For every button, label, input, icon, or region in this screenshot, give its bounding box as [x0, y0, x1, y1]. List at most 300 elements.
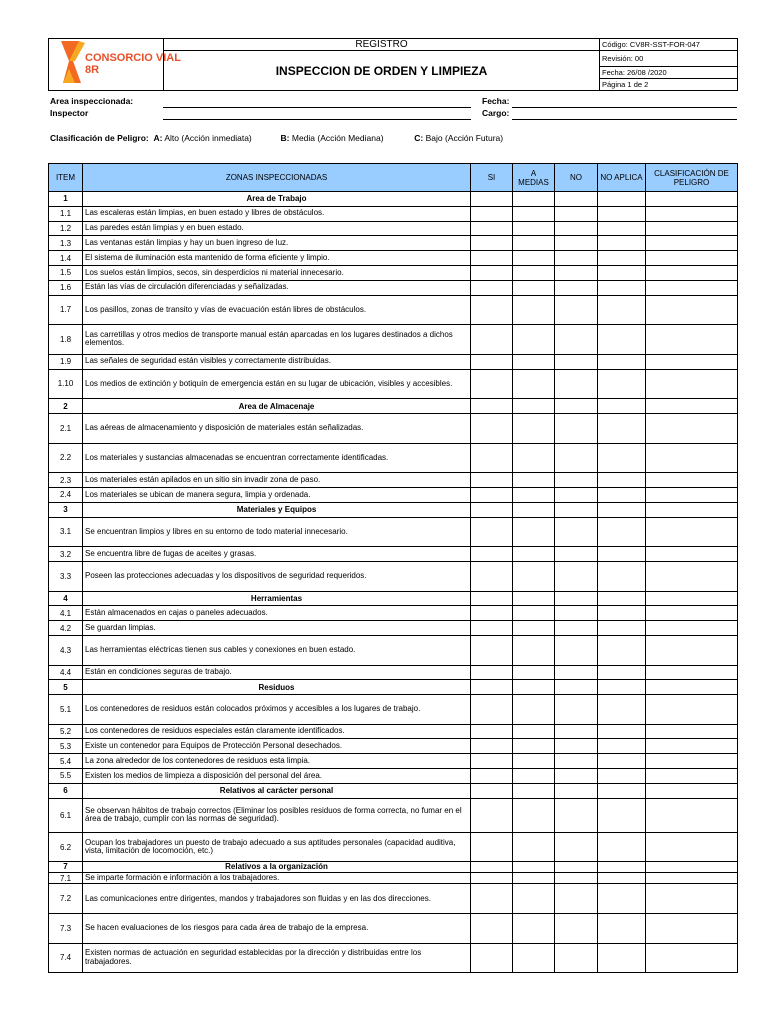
- item-number: 1.6: [49, 280, 83, 295]
- si-cell[interactable]: [471, 769, 513, 784]
- item-description: Existen los medios de limpieza a disposición del personal del área.: [83, 769, 471, 784]
- item-number: 4.1: [49, 606, 83, 621]
- si-cell[interactable]: [471, 325, 513, 355]
- item-number: 6.1: [49, 798, 83, 832]
- clasificacion-cell[interactable]: [646, 872, 738, 884]
- a-medias-cell[interactable]: [513, 884, 555, 914]
- no-cell[interactable]: [555, 443, 598, 473]
- no-cell[interactable]: [555, 236, 598, 251]
- no-aplica-cell[interactable]: [598, 884, 646, 914]
- si-cell[interactable]: [471, 635, 513, 665]
- item-number: 1.4: [49, 251, 83, 266]
- si-cell[interactable]: [471, 798, 513, 832]
- clasificacion-cell: [646, 862, 738, 872]
- si-cell[interactable]: [471, 739, 513, 754]
- si-cell[interactable]: [471, 561, 513, 591]
- table-row: [49, 354, 738, 369]
- table-row: [49, 443, 738, 473]
- item-number: 7.3: [49, 914, 83, 944]
- clasificacion-cell[interactable]: [646, 325, 738, 355]
- table-row: [49, 265, 738, 280]
- classification-label: Clasificación de Peligro:: [50, 133, 149, 143]
- table-row: [49, 695, 738, 725]
- no-cell: [555, 783, 598, 798]
- no-aplica-cell[interactable]: [598, 635, 646, 665]
- no-aplica-cell[interactable]: [598, 832, 646, 862]
- no-aplica-cell[interactable]: [598, 754, 646, 769]
- col-header-no: NO: [555, 164, 598, 192]
- item-description: Las comunicaciones entre dirigentes, mandos y trabajadores son fluidas y en las dos direcciones.: [83, 884, 471, 914]
- no-aplica-cell[interactable]: [598, 739, 646, 754]
- a-medias-cell: [513, 783, 555, 798]
- a-medias-cell[interactable]: [513, 547, 555, 562]
- si-cell: [471, 680, 513, 695]
- no-cell[interactable]: [555, 943, 598, 973]
- item-number: 2.2: [49, 443, 83, 473]
- item-description: Los materiales se ubican de manera segura, limpia y ordenada.: [83, 487, 471, 502]
- a-medias-cell[interactable]: [513, 665, 555, 680]
- no-aplica-cell[interactable]: [598, 769, 646, 784]
- item-description: Las escaleras están limpias, en buen estado y libres de obstáculos.: [83, 206, 471, 221]
- item-number: 1: [49, 192, 83, 207]
- logo-text-line2: 8R: [85, 64, 100, 76]
- a-medias-cell[interactable]: [513, 487, 555, 502]
- no-cell[interactable]: [555, 221, 598, 236]
- section-title: Residuos: [83, 680, 471, 695]
- item-number: 1.5: [49, 265, 83, 280]
- no-aplica-cell[interactable]: [598, 547, 646, 562]
- a-medias-cell[interactable]: [513, 943, 555, 973]
- item-number: 2: [49, 399, 83, 414]
- revision-text: Revisión: 00: [600, 51, 738, 67]
- clasificacion-cell[interactable]: [646, 265, 738, 280]
- item-number: 1.8: [49, 325, 83, 355]
- si-cell[interactable]: [471, 443, 513, 473]
- item-description: Los pasillos, zonas de transito y vías de evacuación están libres de obstáculos.: [83, 295, 471, 325]
- si-cell[interactable]: [471, 832, 513, 862]
- class-c-key: C:: [414, 133, 424, 143]
- a-medias-cell[interactable]: [513, 798, 555, 832]
- no-cell[interactable]: [555, 724, 598, 739]
- table-row: [49, 206, 738, 221]
- si-cell[interactable]: [471, 943, 513, 973]
- consorcio-logo-icon: [49, 39, 181, 85]
- clasificacion-cell[interactable]: [646, 914, 738, 944]
- no-aplica-cell[interactable]: [598, 221, 646, 236]
- a-medias-cell[interactable]: [513, 206, 555, 221]
- no-cell[interactable]: [555, 251, 598, 266]
- no-cell: [555, 399, 598, 414]
- item-number: 7.1: [49, 872, 83, 884]
- a-medias-cell[interactable]: [513, 621, 555, 636]
- no-aplica-cell[interactable]: [598, 943, 646, 973]
- clasificacion-cell[interactable]: [646, 724, 738, 739]
- clasificacion-cell[interactable]: [646, 943, 738, 973]
- no-cell[interactable]: [555, 832, 598, 862]
- inspector-field[interactable]: [163, 119, 471, 120]
- clasificacion-cell[interactable]: [646, 369, 738, 399]
- si-cell[interactable]: [471, 369, 513, 399]
- clasificacion-cell[interactable]: [646, 547, 738, 562]
- table-row: [49, 251, 738, 266]
- area-field[interactable]: [163, 107, 471, 108]
- si-cell[interactable]: [471, 413, 513, 443]
- no-aplica-cell: [598, 680, 646, 695]
- no-aplica-cell[interactable]: [598, 354, 646, 369]
- a-medias-cell[interactable]: [513, 724, 555, 739]
- item-number: 3.3: [49, 561, 83, 591]
- si-cell[interactable]: [471, 914, 513, 944]
- item-number: 1.10: [49, 369, 83, 399]
- a-medias-cell: [513, 502, 555, 517]
- item-number: 7.4: [49, 943, 83, 973]
- a-medias-cell[interactable]: [513, 265, 555, 280]
- table-header-row: [49, 164, 738, 192]
- no-aplica-cell: [598, 192, 646, 207]
- no-aplica-cell[interactable]: [598, 473, 646, 488]
- no-aplica-cell[interactable]: [598, 325, 646, 355]
- clasificacion-cell[interactable]: [646, 487, 738, 502]
- item-description: Poseen las protecciones adecuadas y los dispositivos de seguridad requeridos.: [83, 561, 471, 591]
- section-row: [49, 862, 738, 872]
- section-title: Materiales y Equipos: [83, 502, 471, 517]
- no-cell[interactable]: [555, 487, 598, 502]
- no-aplica-cell: [598, 591, 646, 606]
- no-cell[interactable]: [555, 635, 598, 665]
- item-number: 2.4: [49, 487, 83, 502]
- no-aplica-cell[interactable]: [598, 295, 646, 325]
- no-cell[interactable]: [555, 280, 598, 295]
- item-number: 3: [49, 502, 83, 517]
- a-medias-cell: [513, 862, 555, 872]
- clasificacion-cell[interactable]: [646, 606, 738, 621]
- si-cell[interactable]: [471, 251, 513, 266]
- table-row: [49, 943, 738, 973]
- cargo-field[interactable]: [512, 119, 737, 120]
- clasificacion-cell[interactable]: [646, 517, 738, 547]
- table-row: [49, 295, 738, 325]
- clasificacion-cell[interactable]: [646, 221, 738, 236]
- si-cell[interactable]: [471, 884, 513, 914]
- table-row: [49, 621, 738, 636]
- fecha-doc-text: Fecha: 26/08 /2020: [600, 67, 738, 79]
- table-row: [49, 413, 738, 443]
- area-label: Area inspeccionada:: [50, 96, 134, 106]
- col-header-si: SI: [471, 164, 513, 192]
- col-header-item: ITEM: [49, 164, 83, 192]
- no-cell[interactable]: [555, 413, 598, 443]
- item-description: Los medios de extinción y botiquín de emergencia están en su lugar de ubicación, visibles y accesibles.: [83, 369, 471, 399]
- si-cell[interactable]: [471, 487, 513, 502]
- si-cell[interactable]: [471, 280, 513, 295]
- no-cell[interactable]: [555, 884, 598, 914]
- si-cell: [471, 399, 513, 414]
- clasificacion-cell[interactable]: [646, 754, 738, 769]
- si-cell[interactable]: [471, 665, 513, 680]
- item-description: Están en condiciones seguras de trabajo.: [83, 665, 471, 680]
- no-cell[interactable]: [555, 354, 598, 369]
- no-cell[interactable]: [555, 769, 598, 784]
- item-description: Ocupan los trabajadores un puesto de trabajo adecuado a sus aptitudes personales (capacidad auditiva, vista, limitación de locomoción, etc.): [83, 832, 471, 862]
- item-number: 7.2: [49, 884, 83, 914]
- no-aplica-cell[interactable]: [598, 695, 646, 725]
- no-aplica-cell[interactable]: [598, 265, 646, 280]
- item-description: Existen normas de actuación en seguridad establecidas por la dirección y distribuidas entre los trabajadores.: [83, 943, 471, 973]
- no-aplica-cell[interactable]: [598, 369, 646, 399]
- no-aplica-cell[interactable]: [598, 251, 646, 266]
- item-description: Se hacen evaluaciones de los riesgos para cada área de trabajo de la empresa.: [83, 914, 471, 944]
- a-medias-cell[interactable]: [513, 413, 555, 443]
- clasificacion-cell[interactable]: [646, 236, 738, 251]
- a-medias-cell: [513, 192, 555, 207]
- no-aplica-cell[interactable]: [598, 724, 646, 739]
- no-cell[interactable]: [555, 695, 598, 725]
- a-medias-cell[interactable]: [513, 832, 555, 862]
- clasificacion-cell[interactable]: [646, 665, 738, 680]
- table-row: [49, 635, 738, 665]
- no-cell[interactable]: [555, 621, 598, 636]
- inspector-label: Inspector: [50, 108, 89, 118]
- item-number: 2.1: [49, 413, 83, 443]
- item-description: Se encuentran limpios y libres en su entorno de todo material innecesario.: [83, 517, 471, 547]
- clasificacion-cell[interactable]: [646, 621, 738, 636]
- item-description: Las paredes están limpias y en buen estado.: [83, 221, 471, 236]
- no-aplica-cell: [598, 502, 646, 517]
- no-cell[interactable]: [555, 665, 598, 680]
- no-aplica-cell[interactable]: [598, 413, 646, 443]
- no-aplica-cell: [598, 399, 646, 414]
- a-medias-cell[interactable]: [513, 561, 555, 591]
- si-cell: [471, 591, 513, 606]
- table-row: [49, 754, 738, 769]
- no-cell[interactable]: [555, 606, 598, 621]
- item-description: Se observan hábitos de trabajo correctos (Eliminar los posibles residuos de forma correcta, no fumar en el área de trabajo, cumplir con las normas de seguridad).: [83, 798, 471, 832]
- clasificacion-cell[interactable]: [646, 251, 738, 266]
- no-cell[interactable]: [555, 206, 598, 221]
- a-medias-cell[interactable]: [513, 517, 555, 547]
- table-row: [49, 724, 738, 739]
- clasificacion-cell[interactable]: [646, 295, 738, 325]
- item-description: Se encuentra libre de fugas de aceites y grasas.: [83, 547, 471, 562]
- si-cell[interactable]: [471, 872, 513, 884]
- a-medias-cell[interactable]: [513, 295, 555, 325]
- si-cell[interactable]: [471, 621, 513, 636]
- clasificacion-cell[interactable]: [646, 798, 738, 832]
- no-cell[interactable]: [555, 561, 598, 591]
- no-aplica-cell[interactable]: [598, 561, 646, 591]
- a-medias-cell[interactable]: [513, 606, 555, 621]
- no-aplica-cell[interactable]: [598, 280, 646, 295]
- item-description: Se imparte formación e información a los trabajadores.: [83, 872, 471, 884]
- a-medias-cell[interactable]: [513, 769, 555, 784]
- item-description: El sistema de iluminación esta mantenido de forma eficiente y limpio.: [83, 251, 471, 266]
- si-cell[interactable]: [471, 606, 513, 621]
- si-cell[interactable]: [471, 517, 513, 547]
- item-number: 1.9: [49, 354, 83, 369]
- item-number: 5.2: [49, 724, 83, 739]
- clasificacion-cell[interactable]: [646, 695, 738, 725]
- clasificacion-cell[interactable]: [646, 206, 738, 221]
- si-cell[interactable]: [471, 473, 513, 488]
- table-row: [49, 832, 738, 862]
- no-aplica-cell: [598, 783, 646, 798]
- clasificacion-cell: [646, 783, 738, 798]
- item-description: Se guardan limpias.: [83, 621, 471, 636]
- clasificacion-cell: [646, 502, 738, 517]
- clasificacion-cell[interactable]: [646, 769, 738, 784]
- a-medias-cell[interactable]: [513, 914, 555, 944]
- table-row: [49, 369, 738, 399]
- no-aplica-cell[interactable]: [598, 606, 646, 621]
- a-medias-cell[interactable]: [513, 754, 555, 769]
- no-cell[interactable]: [555, 914, 598, 944]
- clasificacion-cell[interactable]: [646, 739, 738, 754]
- table-row: [49, 280, 738, 295]
- no-cell[interactable]: [555, 754, 598, 769]
- no-aplica-cell[interactable]: [598, 914, 646, 944]
- class-c-text: Bajo (Acción Futura): [425, 133, 504, 143]
- no-cell[interactable]: [555, 265, 598, 280]
- si-cell[interactable]: [471, 354, 513, 369]
- item-description: La zona alrededor de los contenedores de residuos esta limpia.: [83, 754, 471, 769]
- si-cell[interactable]: [471, 265, 513, 280]
- clasificacion-cell: [646, 680, 738, 695]
- no-cell[interactable]: [555, 517, 598, 547]
- a-medias-cell[interactable]: [513, 695, 555, 725]
- item-number: 1.7: [49, 295, 83, 325]
- si-cell[interactable]: [471, 724, 513, 739]
- no-cell: [555, 502, 598, 517]
- no-cell[interactable]: [555, 473, 598, 488]
- section-row: [49, 783, 738, 798]
- clasificacion-cell[interactable]: [646, 443, 738, 473]
- a-medias-cell[interactable]: [513, 443, 555, 473]
- no-aplica-cell[interactable]: [598, 621, 646, 636]
- section-title: Relativos a la organización: [83, 862, 471, 872]
- item-number: 3.1: [49, 517, 83, 547]
- no-cell[interactable]: [555, 872, 598, 884]
- si-cell: [471, 783, 513, 798]
- no-aplica-cell: [598, 862, 646, 872]
- class-b-key: B:: [280, 133, 290, 143]
- si-cell[interactable]: [471, 695, 513, 725]
- cargo-label: Cargo:: [482, 108, 510, 118]
- no-cell[interactable]: [555, 798, 598, 832]
- table-row: [49, 487, 738, 502]
- item-number: 3.2: [49, 547, 83, 562]
- item-number: 5.4: [49, 754, 83, 769]
- item-description: Las señales de seguridad están visibles y correctamente distribuidas.: [83, 354, 471, 369]
- no-aplica-cell[interactable]: [598, 236, 646, 251]
- codigo-text: Código: CV8R-SST-FOR-047: [600, 39, 738, 51]
- clasificacion-cell[interactable]: [646, 473, 738, 488]
- section-row: [49, 192, 738, 207]
- a-medias-cell[interactable]: [513, 236, 555, 251]
- no-aplica-cell[interactable]: [598, 665, 646, 680]
- no-aplica-cell[interactable]: [598, 206, 646, 221]
- table-row: [49, 884, 738, 914]
- col-header-zonas: ZONAS INSPECCIONADAS: [83, 164, 471, 192]
- company-logo: [49, 39, 181, 91]
- clasificacion-cell[interactable]: [646, 635, 738, 665]
- no-aplica-cell[interactable]: [598, 443, 646, 473]
- fecha-label: Fecha:: [482, 96, 510, 106]
- no-aplica-cell[interactable]: [598, 517, 646, 547]
- no-aplica-cell[interactable]: [598, 487, 646, 502]
- col-header-clasificacion: CLASIFICACIÓN DE PELIGRO: [646, 164, 738, 192]
- document-header: [48, 38, 738, 91]
- clasificacion-cell[interactable]: [646, 280, 738, 295]
- item-description: Los materiales y sustancias almacenadas se encuentran correctamente identificadas.: [83, 443, 471, 473]
- a-medias-cell[interactable]: [513, 872, 555, 884]
- clasificacion-cell[interactable]: [646, 354, 738, 369]
- si-cell[interactable]: [471, 295, 513, 325]
- table-row: [49, 517, 738, 547]
- clasificacion-cell[interactable]: [646, 884, 738, 914]
- item-number: 5.3: [49, 739, 83, 754]
- no-cell[interactable]: [555, 369, 598, 399]
- item-description: Los materiales están apilados en un sitio sin invadir zona de paso.: [83, 473, 471, 488]
- class-b-text: Media (Acción Mediana): [291, 133, 384, 143]
- fecha-field[interactable]: [512, 107, 737, 108]
- table-row: [49, 561, 738, 591]
- a-medias-cell: [513, 399, 555, 414]
- si-cell[interactable]: [471, 547, 513, 562]
- a-medias-cell[interactable]: [513, 739, 555, 754]
- no-cell: [555, 680, 598, 695]
- no-aplica-cell[interactable]: [598, 798, 646, 832]
- si-cell[interactable]: [471, 236, 513, 251]
- table-row: [49, 739, 738, 754]
- a-medias-cell[interactable]: [513, 354, 555, 369]
- a-medias-cell[interactable]: [513, 473, 555, 488]
- a-medias-cell[interactable]: [513, 280, 555, 295]
- a-medias-cell[interactable]: [513, 635, 555, 665]
- item-description: Están las vías de circulación diferenciadas y señalizadas.: [83, 280, 471, 295]
- no-cell: [555, 862, 598, 872]
- si-cell[interactable]: [471, 754, 513, 769]
- clasificacion-cell[interactable]: [646, 832, 738, 862]
- clasificacion-cell: [646, 192, 738, 207]
- a-medias-cell[interactable]: [513, 325, 555, 355]
- no-cell[interactable]: [555, 325, 598, 355]
- item-description: Existe un contenedor para Equipos de Protección Personal desechados.: [83, 739, 471, 754]
- no-cell[interactable]: [555, 739, 598, 754]
- a-medias-cell[interactable]: [513, 251, 555, 266]
- item-description: Las herramientas eléctricas tienen sus cables y conexiones en buen estado.: [83, 635, 471, 665]
- clasificacion-cell[interactable]: [646, 413, 738, 443]
- table-row: [49, 236, 738, 251]
- table-row: [49, 665, 738, 680]
- a-medias-cell: [513, 680, 555, 695]
- col-header-no-aplica: NO APLICA: [598, 164, 646, 192]
- si-cell: [471, 502, 513, 517]
- a-medias-cell[interactable]: [513, 369, 555, 399]
- item-number: 4.3: [49, 635, 83, 665]
- item-number: 1.2: [49, 221, 83, 236]
- col-header-a-medias: A MEDIAS: [513, 164, 555, 192]
- si-cell[interactable]: [471, 206, 513, 221]
- a-medias-cell[interactable]: [513, 221, 555, 236]
- item-number: 4.4: [49, 665, 83, 680]
- no-aplica-cell[interactable]: [598, 872, 646, 884]
- si-cell[interactable]: [471, 221, 513, 236]
- clasificacion-cell[interactable]: [646, 561, 738, 591]
- table-row: [49, 606, 738, 621]
- item-number: 1.1: [49, 206, 83, 221]
- no-cell[interactable]: [555, 547, 598, 562]
- no-cell[interactable]: [555, 295, 598, 325]
